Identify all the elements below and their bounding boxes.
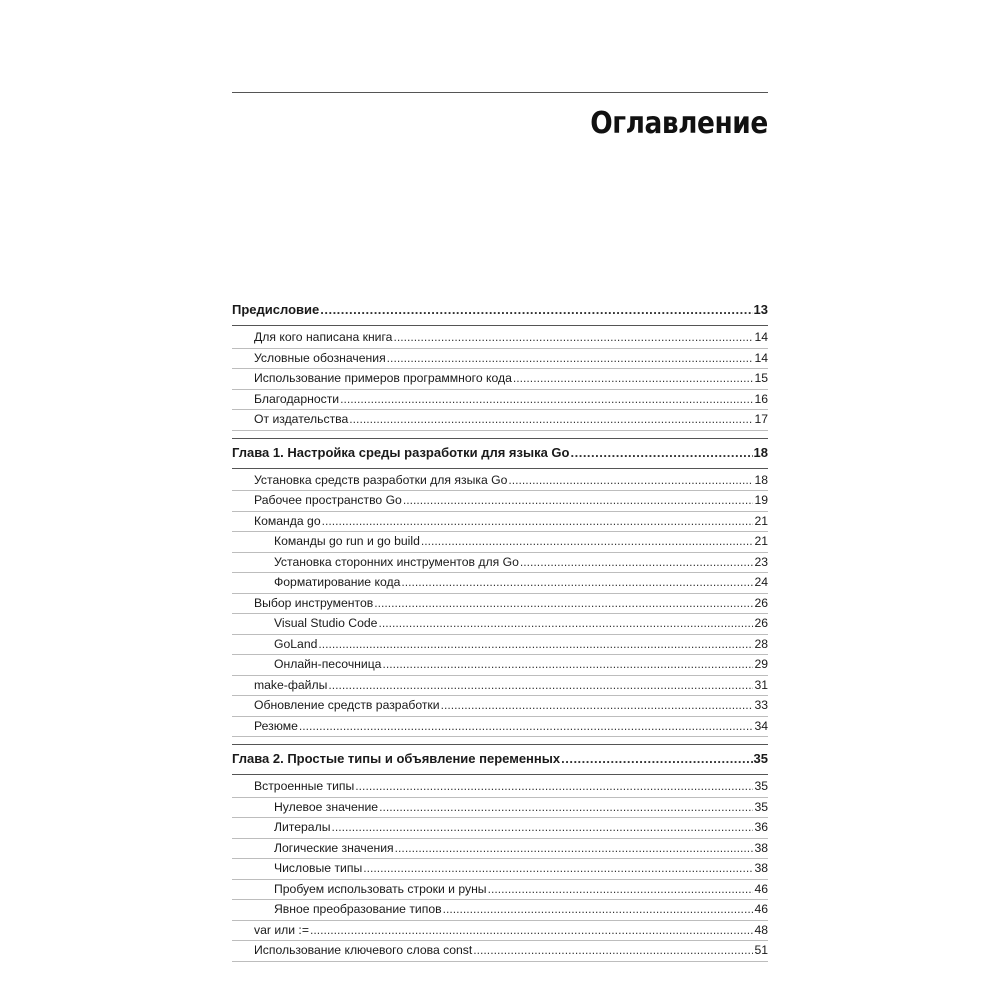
toc-entry-row[interactable] — [232, 349, 768, 370]
chapter-page-number: 18 — [753, 444, 768, 460]
dot-leader — [387, 349, 754, 369]
entry-title: Условные обозначения — [254, 350, 386, 365]
entry-page-number: 38 — [754, 861, 768, 875]
entry-page-number: 16 — [754, 391, 768, 406]
dot-leader — [403, 491, 754, 511]
entry-title: Команды go run и go build — [274, 534, 420, 548]
entry-page-number: 24 — [754, 575, 768, 589]
dot-leader — [328, 676, 753, 696]
entry-title: Обновление средств разработки — [254, 698, 440, 712]
entry-page-number: 28 — [754, 636, 768, 651]
entry-title: Использование ключевого слова const — [254, 943, 473, 957]
toc-entry-row[interactable] — [232, 491, 768, 512]
toc-entry-row[interactable] — [232, 880, 768, 901]
entry-page-number: 23 — [754, 554, 768, 569]
dot-leader — [443, 900, 754, 920]
dot-leader — [310, 921, 754, 941]
toc-entry-row[interactable] — [232, 573, 768, 594]
toc-chapter-row[interactable] — [232, 300, 768, 326]
toc-section — [232, 744, 768, 962]
entry-title: Использование примеров программного кода — [254, 371, 512, 385]
entry-page-number: 35 — [754, 799, 768, 814]
entry-title: Встроенные типы — [254, 779, 355, 793]
entry-page-number: 21 — [754, 513, 768, 528]
entry-title: Логические значения — [274, 840, 394, 855]
entry-page-number: 51 — [754, 943, 768, 957]
toc-entry-row[interactable] — [232, 921, 768, 942]
dot-leader — [320, 300, 752, 320]
entry-title: make-файлы — [254, 677, 328, 692]
dot-leader — [299, 717, 754, 737]
entry-page-number: 35 — [754, 779, 768, 793]
toc-entry-row[interactable] — [232, 717, 768, 738]
dot-leader — [340, 390, 753, 410]
toc-chapter-row[interactable] — [232, 749, 768, 775]
entry-page-number: 26 — [754, 595, 768, 610]
entry-title: Выбор инструментов — [254, 595, 374, 610]
dot-leader — [393, 328, 753, 348]
toc-entry-row[interactable] — [232, 614, 768, 635]
entry-title: Форматирование кода — [274, 575, 401, 589]
dot-leader — [561, 749, 752, 769]
entry-title: Установка сторонних инструментов для Go — [274, 554, 519, 569]
dot-leader — [382, 655, 753, 675]
dot-leader — [508, 471, 753, 491]
entry-page-number: 19 — [754, 493, 768, 507]
toc-entry-row[interactable] — [232, 818, 768, 839]
page-title: Оглавление — [590, 106, 768, 141]
dot-leader — [355, 777, 753, 797]
entry-title: Нулевое значение — [274, 799, 379, 814]
toc-section — [232, 300, 768, 431]
entry-page-number: 21 — [754, 534, 768, 548]
toc-entry-row[interactable] — [232, 532, 768, 553]
toc-entry-row[interactable] — [232, 471, 768, 492]
dot-leader — [421, 532, 754, 552]
dot-leader — [488, 880, 754, 900]
chapter-page-number: 35 — [753, 751, 768, 766]
dot-leader — [379, 798, 753, 818]
entry-title: Явное преобразование типов — [274, 902, 442, 916]
chapter-title: Глава 1. Настройка среды разработки для языка Go — [232, 444, 570, 460]
chapter-title: Предисловие — [232, 302, 320, 317]
toc-entry-row[interactable] — [232, 676, 768, 697]
entry-title: Рабочее пространство Go — [254, 493, 402, 507]
toc-entry-row[interactable] — [232, 696, 768, 717]
toc-chapter-row[interactable] — [232, 443, 768, 469]
top-rule — [232, 92, 768, 93]
dot-leader — [570, 443, 752, 463]
dot-leader — [349, 410, 753, 430]
chapter-title: Глава 2. Простые типы и объявление переменных — [232, 751, 561, 766]
toc-entry-row[interactable] — [232, 941, 768, 962]
toc-entry-row[interactable] — [232, 553, 768, 574]
entry-title: Для кого написана книга — [254, 330, 393, 344]
entry-title: Visual Studio Code — [274, 616, 378, 630]
dot-leader — [322, 512, 754, 532]
dot-leader — [401, 573, 753, 593]
entry-title: Команда go — [254, 513, 321, 528]
toc-entry-row[interactable] — [232, 328, 768, 349]
entry-title: От издательства — [254, 412, 349, 426]
toc-entry-row[interactable] — [232, 859, 768, 880]
toc-entry-row[interactable] — [232, 390, 768, 411]
entry-title: Онлайн-песочница — [274, 657, 382, 671]
dot-leader — [363, 859, 753, 879]
dot-leader — [374, 594, 753, 614]
table-of-contents — [232, 300, 768, 962]
toc-entry-row[interactable] — [232, 798, 768, 819]
entry-page-number: 26 — [754, 616, 768, 630]
entry-title: GoLand — [274, 636, 318, 651]
entry-title: Резюме — [254, 718, 298, 733]
entry-title: Пробуем использовать строки и руны — [274, 881, 487, 896]
entry-page-number: 17 — [754, 412, 768, 426]
entry-page-number: 31 — [754, 677, 768, 692]
toc-entry-row[interactable] — [232, 410, 768, 431]
toc-entry-row[interactable] — [232, 655, 768, 676]
entry-page-number: 33 — [754, 698, 768, 712]
entry-title: Числовые типы — [274, 861, 363, 875]
entry-page-number: 36 — [754, 820, 768, 834]
entry-title: Литералы — [274, 820, 331, 834]
dot-leader — [441, 696, 754, 716]
toc-entry-row[interactable] — [232, 777, 768, 798]
toc-entry-row[interactable] — [232, 369, 768, 390]
dot-leader — [473, 941, 753, 961]
entry-page-number: 15 — [754, 371, 768, 385]
dot-leader — [520, 553, 754, 573]
toc-entry-row[interactable] — [232, 900, 768, 921]
entry-title: Благодарности — [254, 391, 340, 406]
toc-entry-row[interactable] — [232, 839, 768, 860]
entry-page-number: 14 — [754, 330, 768, 344]
dot-leader — [395, 839, 754, 859]
dot-leader — [318, 635, 753, 655]
entry-title: var или := — [254, 922, 309, 937]
entry-page-number: 14 — [754, 350, 768, 365]
entry-page-number: 18 — [754, 472, 768, 487]
entry-page-number: 46 — [754, 881, 768, 896]
dot-leader — [331, 818, 753, 838]
toc-entry-row[interactable] — [232, 594, 768, 615]
entry-page-number: 48 — [754, 922, 768, 937]
chapter-page-number: 13 — [753, 302, 768, 317]
entry-page-number: 29 — [754, 657, 768, 671]
toc-section — [232, 438, 768, 738]
entry-title: Установка средств разработки для языка Go — [254, 472, 508, 487]
dot-leader — [513, 369, 754, 389]
entry-page-number: 46 — [754, 902, 768, 916]
dot-leader — [378, 614, 753, 634]
entry-page-number: 34 — [754, 718, 768, 733]
toc-entry-row[interactable] — [232, 635, 768, 656]
entry-page-number: 38 — [754, 840, 768, 855]
toc-entry-row[interactable] — [232, 512, 768, 533]
